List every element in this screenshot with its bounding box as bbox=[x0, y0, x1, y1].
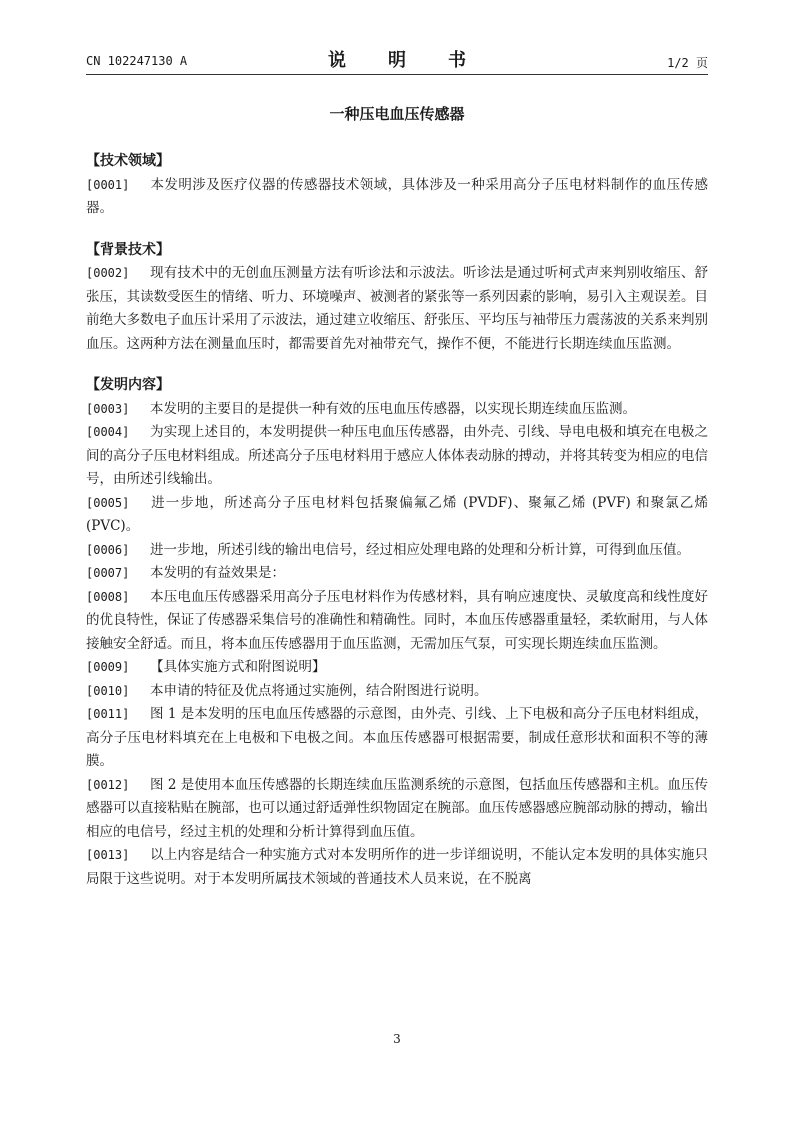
paragraph-number: [0011] bbox=[86, 707, 130, 721]
section-heading: 【发明内容】 bbox=[86, 377, 170, 393]
section-heading: 【背景技术】 bbox=[86, 241, 170, 258]
paragraph-text: 进一步地，所述引线的输出电信号，经过相应处理电路的处理和分析计算，可得到血压值。 bbox=[150, 541, 690, 558]
paragraph-number: [0006] bbox=[86, 542, 130, 557]
paragraph bbox=[86, 174, 708, 221]
paragraph bbox=[86, 703, 708, 774]
paragraph-number: [0004] bbox=[86, 425, 130, 439]
page-number: 3 bbox=[393, 1032, 401, 1046]
paragraph bbox=[86, 656, 708, 680]
paragraph-text: 图 1 是本发明的压电血压传感器的示意图，由外壳、引线、上下电极和高分子压电材料组成，高分子压电材料填充在上电极和下电极之间。本血压传感器可根据需要，制成任意形状和面积不等的薄膜。 bbox=[86, 706, 708, 769]
paragraph bbox=[86, 539, 708, 563]
paragraph-number: [0007] bbox=[86, 566, 130, 580]
paragraph-number: [0013] bbox=[86, 848, 130, 862]
paragraph bbox=[86, 774, 708, 845]
paragraph bbox=[86, 492, 708, 539]
paragraph-text: 以上内容是结合一种实施方式对本发明所作的进一步详细说明，不能认定本发明的具体实施只局限于这些说明。对于本发明所属技术领域的普通技术人员来说，在不脱离 bbox=[86, 847, 708, 887]
paragraph-number: [0008] bbox=[86, 589, 130, 604]
paragraph-text: 现有技术中的无创血压测量方法有听诊法和示波法。听诊法是通过听柯式声来判别收缩压、舒张压，其读数受医生的情绪、听力、环境噪声、被测者的紧张等一系列因素的影响，易引入主观误差。目前绝大多数电子血压计采用了示波法，通过建立收缩压、舒张压、平均压与袖带压力震荡波的关系来判别血压。这两种方法在测量血压时，都需要首先对袖带充气，操作不便，不能进行长期连续血压监测。 bbox=[86, 265, 708, 352]
paragraph bbox=[86, 421, 708, 492]
paragraph-text: 本申请的特征及优点将通过实施例，结合附图进行说明。 bbox=[150, 682, 488, 699]
paragraph-text: 本发明涉及医疗仪器的传感器技术领域，具体涉及一种采用高分子压电材料制作的血压传感器。 bbox=[86, 176, 708, 216]
section-heading: 【技术领域】 bbox=[86, 153, 170, 169]
paragraph-text: 为实现上述目的，本发明提供一种压电血压传感器，由外壳、引线、导电电极和填充在电极之间的高分子压电材料组成。所述高分子压电材料用于感应人体体表动脉的搏动，并将其转变为相应的电信号，由所述引线输出。 bbox=[86, 424, 708, 487]
paragraph bbox=[86, 398, 708, 422]
paragraph-text: 【具体实施方式和附图说明】 bbox=[150, 659, 326, 675]
paragraph-number: [0005] bbox=[86, 495, 130, 510]
document-body bbox=[86, 150, 708, 891]
header-divider bbox=[86, 74, 708, 75]
paragraph-number: [0003] bbox=[86, 401, 130, 416]
paragraph bbox=[86, 262, 708, 356]
paragraph bbox=[86, 680, 708, 704]
paragraph-text: 进一步地，所述高分子压电材料包括聚偏氟乙烯 (PVDF)、聚氟乙烯 (PVF) 和聚氯乙烯 (PVC)。 bbox=[86, 494, 708, 534]
paragraph-text: 本压电血压传感器采用高分子压电材料作为传感材料，具有响应速度快、灵敏度高和线性度好的优良特性，保证了传感器采集信号的准确性和精确性。同时，本血压传感器重量轻，柔软耐用，与人体接触安全舒适。而且，将本血压传感器用于血压监测，无需加压气泵，可实现长期连续血压监测。 bbox=[86, 588, 708, 652]
paragraph bbox=[86, 586, 708, 657]
page-header bbox=[86, 44, 708, 72]
paragraph-number: [0002] bbox=[86, 266, 130, 280]
paragraph-number: [0010] bbox=[86, 683, 130, 698]
paragraph-text: 本发明的有益效果是： bbox=[150, 565, 285, 581]
paragraph-text: 本发明的主要目的是提供一种有效的压电血压传感器，以实现长期连续血压监测。 bbox=[150, 400, 636, 417]
page-info: 1/2 页 bbox=[667, 56, 708, 70]
paragraph bbox=[86, 844, 708, 891]
paragraph bbox=[86, 562, 708, 586]
document-title: 一种压电血压传感器 bbox=[329, 105, 465, 123]
paragraph-text: 图 2 是使用本血压传感器的长期连续血压监测系统的示意图，包括血压传感器和主机。血压传感器可以直接粘贴在腕部，也可以通过舒适弹性织物固定在腕部。血压传感器感应腕部动脉的搏动，输出相应的电信号，经过主机的处理和分析计算得到血压值。 bbox=[86, 776, 708, 840]
paragraph-number: [0012] bbox=[86, 777, 130, 792]
paragraph-number: [0001] bbox=[86, 177, 130, 192]
doc-type: 说 明 书 bbox=[328, 50, 478, 71]
paragraph-number: [0009] bbox=[86, 660, 130, 674]
doc-number: CN 102247130 A bbox=[86, 54, 188, 68]
